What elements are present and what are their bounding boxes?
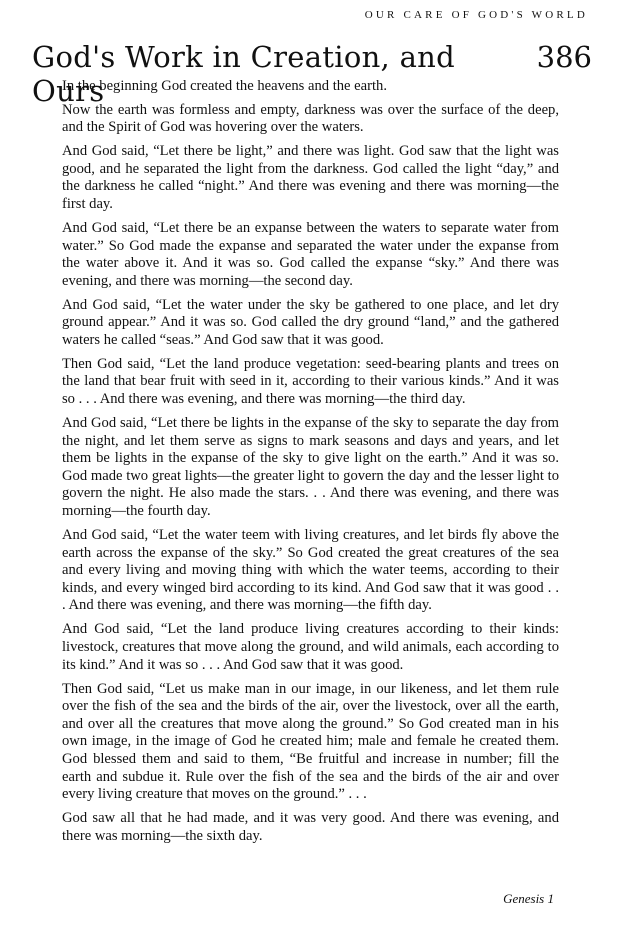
- running-header: OUR CARE OF GOD'S WORLD: [364, 9, 588, 21]
- paragraph: And God said, “Let there be lights in the expanse of the sky to separate the day from the night, and let them serve as signs to mark seasons and days and years, and let them be lights in the expanse of the sky to give light on the earth.” And it was so. God made two great lights—the greater light to govern the day and the lesser light to govern the night. He also made the stars. . . And there was evening, and there was morning—the fourth day.: [62, 415, 559, 520]
- paragraph: Then God said, “Let the land produce vegetation: seed-bearing plants and trees on the land that bear fruit with seed in it, according to their various kinds.” And it was so . . . And there was evening, and there was morning—the third day.: [62, 355, 559, 408]
- paragraph: And God said, “Let the water teem with living creatures, and let birds fly above the earth across the expanse of the sky.” So God created the great creatures of the sea and every living and moving thing with which the water teems, according to their kinds, and every winged bird according to its kind. And God saw that it was good . . . And there was evening, and there was morning—the fifth day.: [62, 527, 559, 614]
- paragraph: And God said, “Let there be light,” and there was light. God saw that the light was good, and he separated the light from the darkness. God called the light “day,” and the darkness he called “night.” And there was evening and there was morning—the first day.: [62, 143, 559, 212]
- paragraph: And God said, “Let there be an expanse between the waters to separate water from water.” So God made the expanse and separated the water under the expanse from the water above it. And it was so. God called the expanse “sky.” And there was evening, and there was morning—the second day.: [62, 219, 559, 289]
- paragraph: And God said, “Let the water under the sky be gathered to one place, and let dry ground appear.” And it was so. God called the dry ground “land,” and the gathered waters he called “seas.” And God saw that it was good.: [62, 296, 559, 348]
- paragraph: Then God said, “Let us make man in our image, in our likeness, and let them rule over the fish of the sea and the birds of the air, over the livestock, over all the earth, and over all the creatures that move along the ground.” So God created man in his own image, in the image of God he created him; male and female he created them. God blessed them and said to them, “Be fruitful and increase in number; fill the earth and subdue it. Rule over the fish of the sea and the birds of the air and over every living creature that moves on the ground.” . . .: [62, 680, 559, 803]
- page-title: God's Work in Creation, and Ours: [32, 40, 456, 108]
- paragraph: And God said, “Let the land produce living creatures according to their kinds: livestock, creatures that move along the ground, and wild animals, each according to its kind.” And it was so . . . And God saw that it was good.: [62, 621, 559, 673]
- page-number: 386: [536, 40, 592, 74]
- paragraph: God saw all that he had made, and it was very good. And there was evening, and there was morning—the sixth day.: [62, 810, 559, 844]
- paragraph: In the beginning God created the heavens and the earth.: [62, 78, 387, 94]
- scripture-citation: Genesis 1: [503, 891, 554, 906]
- scripture-body: [62, 78, 559, 852]
- paragraph: Now the earth was formless and empty, darkness was over the surface of the deep, and the Spirit of God was hovering over the waters.: [62, 101, 559, 136]
